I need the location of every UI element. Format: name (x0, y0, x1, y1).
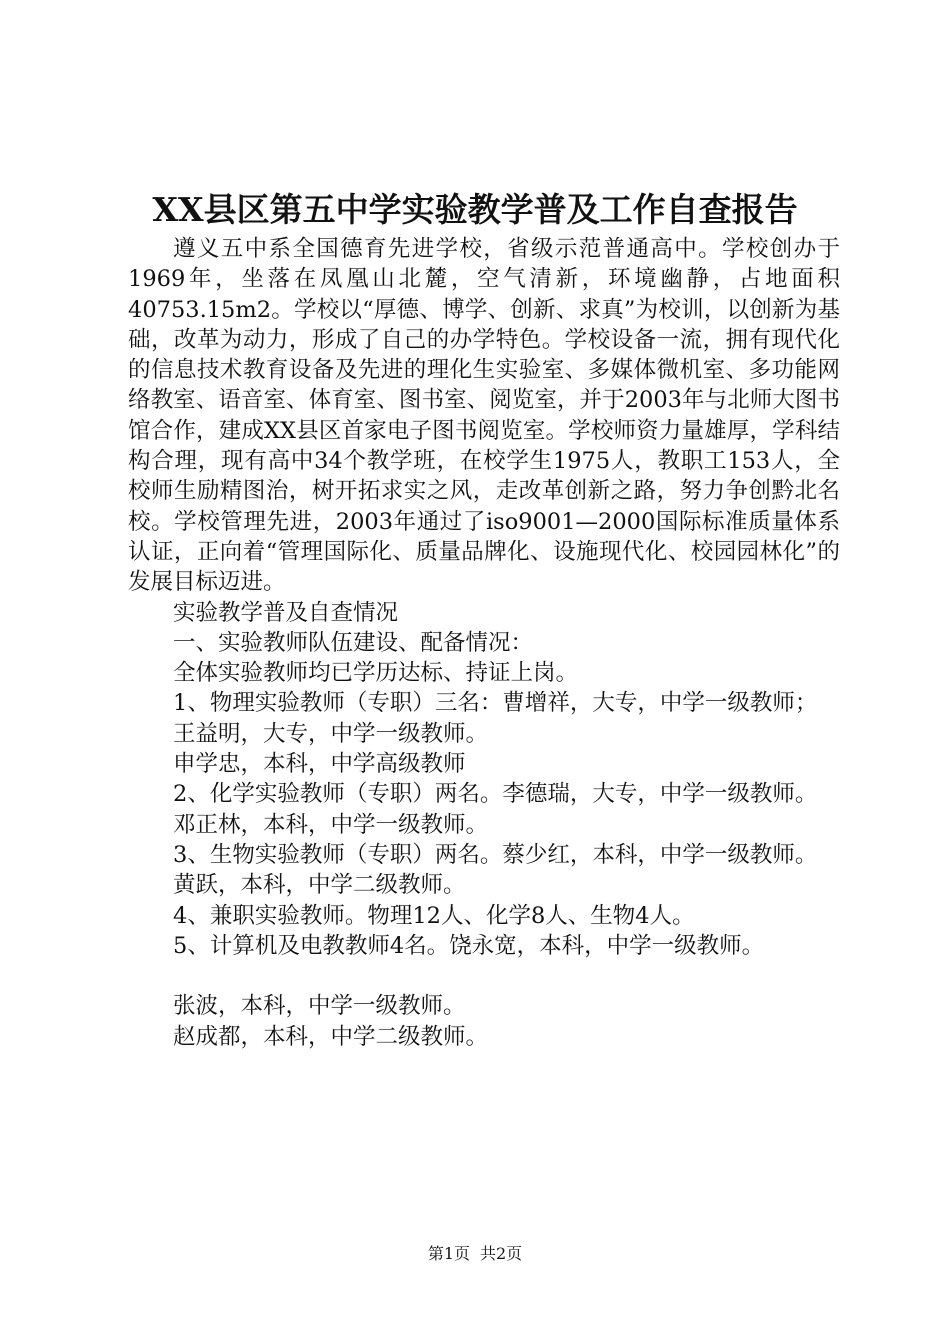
page-footer (0, 1242, 950, 1266)
document-title: XX县区第五中学实验教学普及工作自查报告 (152, 190, 798, 229)
paragraph-subsection-heading: 一、实验教师队伍建设、配备情况： (173, 629, 534, 656)
paragraph: 4、兼职实验教师。物理12人、化学8人、生物4人。 (173, 902, 695, 929)
paragraph: 王益明，大专，中学一级教师。 (173, 720, 489, 747)
page-number: 第1页 (427, 1244, 470, 1263)
paragraph: 申学忠，本科，中学高级教师 (173, 751, 466, 778)
paragraph: 1、物理实验教师（专职）三名：曹增祥，大专，中学一级教师； (173, 690, 818, 717)
paragraph: 张波，本科，中学一级教师。 (173, 993, 466, 1020)
paragraph: 赵成都，本科，中学二级教师。 (173, 1023, 489, 1050)
paragraph: 全体实验教师均已学历达标、持证上岗。 (173, 660, 579, 687)
document-body (128, 234, 840, 1052)
page-total: 共2页 (480, 1244, 523, 1263)
paragraph: 5、计算机及电教教师4名。饶永宽，本科，中学一级教师。 (173, 932, 765, 959)
paragraph: 2、化学实验教师（专职）两名。李德瑞，大专，中学一级教师。 (173, 781, 818, 808)
paragraph: 邓正林，本科，中学一级教师。 (173, 811, 489, 838)
paragraph: 黄跃，本科，中学二级教师。 (173, 872, 466, 899)
paragraph: 3、生物实验教师（专职）两名。蔡少红，本科，中学一级教师。 (173, 841, 818, 868)
paragraph-section-heading: 实验教学普及自查情况 (173, 599, 399, 626)
paragraph-intro: 遵义五中系全国德育先进学校，省级示范普通高中。学校创办于1969年，坐落在凤凰山北麓，空气清新，环境幽静，占地面积40753.15m2。学校以“厚德、博学、创新、求真”为校训，以创新为基础，改革为动力，形成了自己的办学特色。学校设备一流，拥有现代化的信息技术教育设备及先进的理化生实验室、多媒体微机室、多功能网络教室、语音室、体育室、图书室、阅览室，并于2003年与北师大图书馆合作，建成XX县区首家电子图书阅览室。学校师资力量雄厚，学科结构合理，现有高中34个教学班，在校学生1975人，教职工153人，全校师生励精图治，树开拓求实之风，走改革创新之路，努力争创黔北名校。学校管理先进，2003年通过了iso9001—2000国际标准质量体系认证，正向着“管理国际化、质量品牌化、设施现代化、校园园林化”的发展目标迈进。 (128, 236, 840, 596)
